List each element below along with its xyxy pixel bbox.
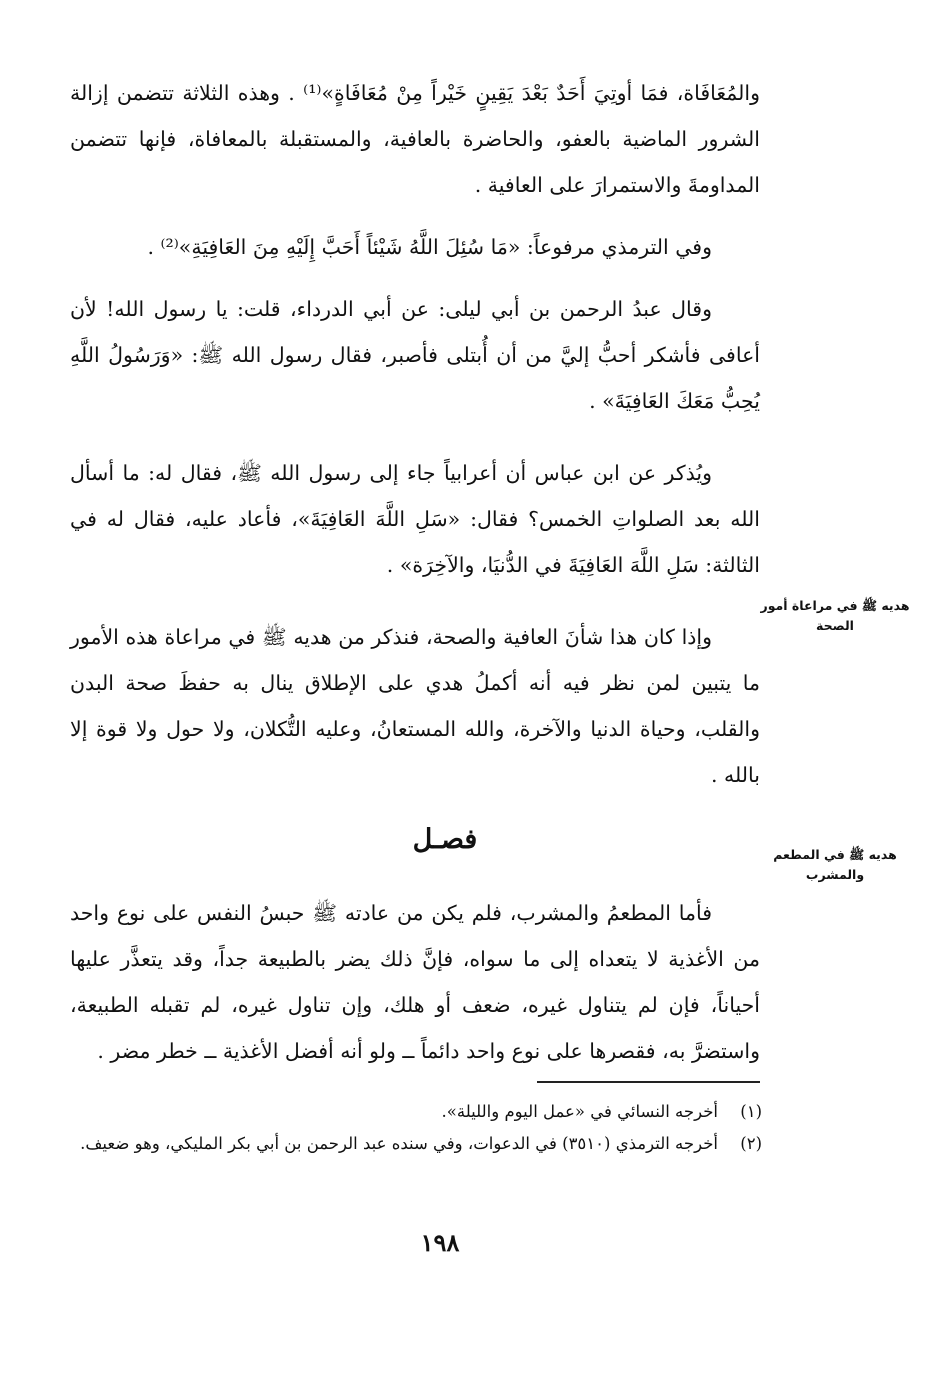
paragraph-6: فأما المطعمُ والمشرب، فلم يكن من عادته ﷺ حبسُ النفس على نوع واحد من الأغذية لا يتعداه إلى ما سواه، فإنَّ ذلك يضر بالطبيعة جداً، وقد يتعذَّر عليها أحياناً، فإن لم يتناول غيره، ضعف أو هلك، وإن تناول غيره، لم تقبله الطبيعة، واستضرَّ به، فقصرها على نوع واحد دائماً ــ ولو أنه أفضل الأغذية ــ خطر مضر . — [70, 901, 760, 1063]
paragraph-5: وإذا كان هذا شأنَ العافية والصحة، فنذكر من هديه ﷺ في مراعاة هذه الأمور ما يتبين لمن نظر فيه أنه أكملُ هدي على الإطلاق ينال به حفظَ صحة البدن والقلب، وحياة الدنيا والآخرة، والله المستعانُ، وعليه التُّكلان، ولا حول ولا قوة إلا بالله . — [70, 625, 760, 787]
section-title: فصـل — [412, 824, 478, 855]
footnote-item — [70, 1128, 762, 1160]
footnote-text: أخرجه النسائي في «عمل اليوم والليلة». — [441, 1102, 718, 1121]
page-number: ١٩٨ — [420, 1228, 460, 1257]
margin-note-food-drink: هديه ﷺ في المطعم والمشرب — [773, 847, 897, 882]
margin-note-health: هديه ﷺ في مراعاة أمور الصحة — [760, 598, 910, 633]
footnotes — [70, 1096, 762, 1160]
main-text — [70, 70, 760, 1074]
footnote-divider — [537, 1081, 760, 1083]
paragraph-4: ويُذكر عن ابن عباس أن أعرابياً جاء إلى رسول الله ﷺ، فقال له: ما أسأل الله بعد الصلواتِ الخمس؟ فقال: «سَلِ اللَّهَ العَافِيَةَ»، فأعاد عليه، فقال له في الثالثة: سَلِ اللَّهَ العَافِيَةَ في الدُّنيَا، والآخِرَة» . — [70, 461, 760, 577]
paragraph-2: وفي الترمذي مرفوعاً: «مَا سُئِلَ اللَّهُ شَيْئاً أَحَبَّ إِلَيْهِ مِنَ العَافِيَةِ»⁽²⁾ . — [147, 235, 712, 259]
footnote-number: (٢) — [740, 1134, 762, 1153]
footnote-number: (١) — [740, 1102, 762, 1121]
paragraph-1: والمُعَافَاة، فمَا أوتِيَ أَحَدٌ بَعْدَ يَقِينٍ خَيْراً مِنْ مُعَافَاةٍ»⁽¹⁾ . وهذه الثلاثة تتضمن إزالة الشرور الماضية بالعفو، والحاضرة بالعافية، والمستقبلة بالمعافاة، فإنها تتضمن المداومةَ والاستمرارَ على العافية . — [70, 81, 760, 197]
paragraph-3: وقال عبدُ الرحمن بن أبي ليلى: عن أبي الدرداء، قلت: يا رسول الله! لأن أعافى فأشكر أحبُّ إليَّ من أن أُبتلى فأصبر، فقال رسول الله ﷺ: «وَرَسُولُ اللَّهِ يُحِبُّ مَعَكَ العَافِيَةَ» . — [70, 297, 760, 413]
footnote-text: أخرجه الترمذي (٣٥١٠) في الدعوات، وفي سنده عبد الرحمن بن أبي بكر المليكي، وهو ضعيف. — [80, 1134, 718, 1153]
footnote-item — [70, 1096, 762, 1128]
